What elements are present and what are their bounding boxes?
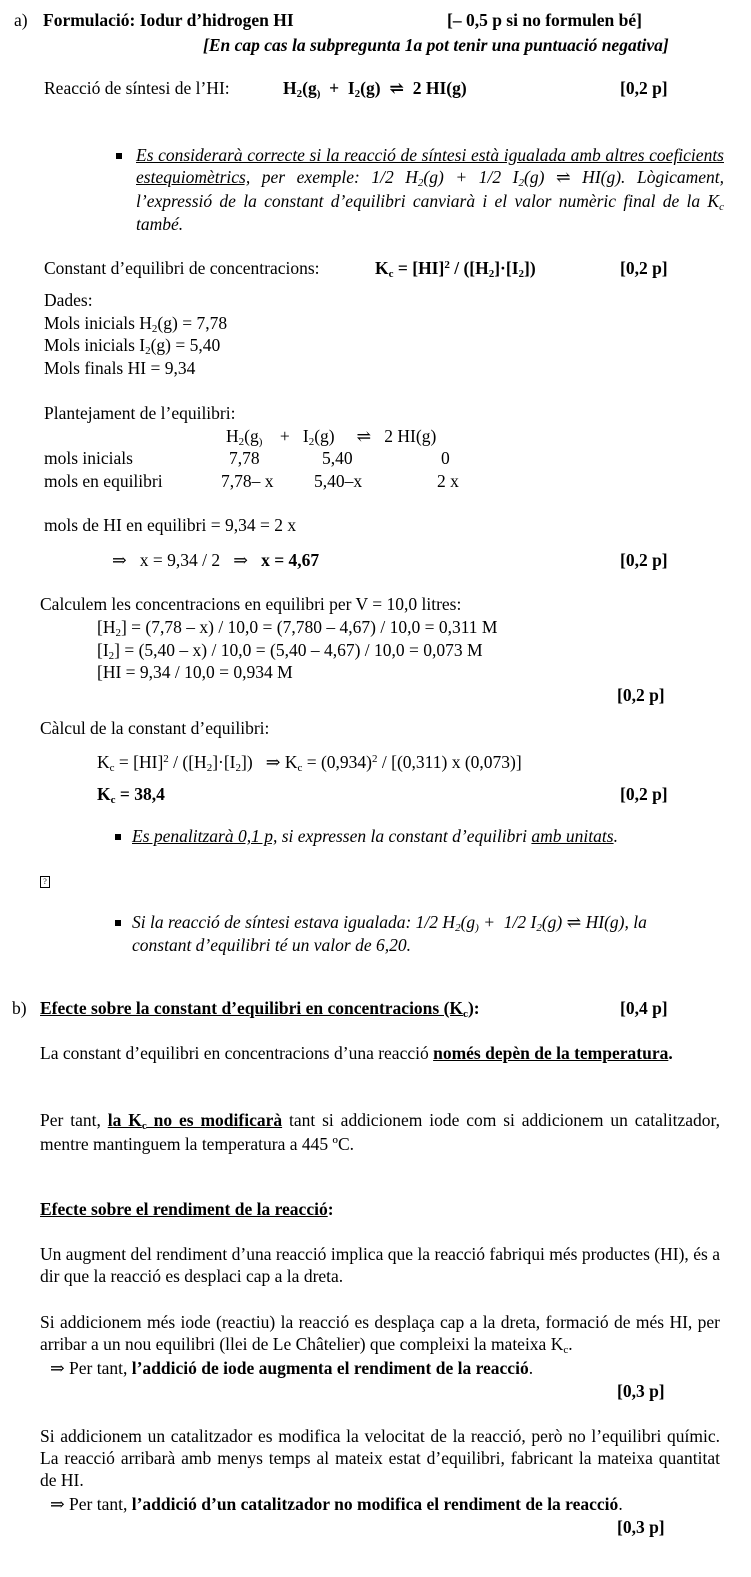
catalyst-conclusion: ⇒ Per tant, l’addició d’un catalitzador no modifica el rendiment de la reacció. — [50, 1494, 623, 1514]
iodine-conclusion: ⇒ Per tant, l’addició de iode augmenta el rendiment de la reacció. — [50, 1358, 534, 1378]
data-h2: Mols inicials H2(g) = 7,78 — [44, 313, 228, 335]
kc-temperature-paragraph: La constant d’equilibri en concentracions d’una reacció només depèn de la temperatura. — [40, 1043, 673, 1063]
alt-kc-note-line1: Si la reacció de síntesi estava igualada: 1/2 H2(g) + 1/2 I2(g) ⇌ HI(g), la — [132, 912, 647, 934]
yield-effect-heading: Efecte sobre el rendiment de la reacció: — [40, 1199, 334, 1219]
synthesis-points: [0,2 p] — [620, 78, 668, 98]
kc-calc-label: Càlcul de la constant d’equilibri: — [40, 718, 270, 738]
no-negative-note: [En cap cas la subpregunta 1a pot tenir una puntuació negativa] — [203, 35, 669, 55]
kc-unchanged-paragraph: Per tant, la Kc no es modificarà tant si addicionem iode com si addicionem un catalitzador, mentre mantinguem la temperatura a 445 ºC. — [40, 1110, 720, 1154]
kc-substitution: Kc = [HI]$^2$ / ([H2]·[I2]) ⇒ $Kc = (0,934)^2 / [(0,311)$ x (0,073)] — [97, 752, 522, 774]
units-penalty-note: Es penalitzarà 0,1 p, si expressen la constant d’equilibri amb unitats. — [132, 826, 618, 846]
section-a-heading: Formulació: Iodur d’hidrogen HI — [43, 10, 294, 30]
bullet-icon — [116, 153, 122, 159]
data-label: Dades: — [44, 290, 93, 310]
catalyst-paragraph: Si addicionem un catalitzador es modifica la velocitat de la reacció, però no l’equilibri químic. La reacció arribarà amb menys temps al mateix estat d’equilibri, fabricant la mateixa quantitat de HI. — [40, 1426, 720, 1490]
concentration-intro: Calculem les concentracions en equilibri per V = 10,0 litres: — [40, 594, 462, 614]
x-points: [0,2 p] — [620, 550, 668, 570]
kc-effect-points: [0,4 p] — [620, 998, 668, 1018]
yield-definition-paragraph: Un augment del rendiment d’una reacció implica que la reacció fabriqui més productes (HI), és a dir que la reacció es desplaci cap a la dreta. — [40, 1244, 720, 1286]
row-equilibrium-label: mols en equilibri — [44, 471, 163, 491]
kc-result-points: [0,2 p] — [620, 784, 668, 804]
concentration-points: [0,2 p] — [617, 685, 665, 705]
init-i2: 5,40 — [322, 448, 353, 468]
bullet-icon — [115, 834, 121, 840]
hi-equilibrium: mols de HI en equilibri = 9,34 = 2 x — [44, 515, 297, 535]
penalty-note: [– 0,5 p si no formulen bé] — [447, 10, 642, 30]
eq-h2: 7,78– x — [221, 471, 274, 491]
catalyst-points: [0,3 p] — [617, 1517, 665, 1537]
bullet-icon — [115, 920, 121, 926]
note-stoichiometry: Es considerarà correcte si la reacció de síntesi està igualada amb altres coeficients estequiomètrics, per exemple: 1/2 H2(g) + 1/2 I2(g) ⇌ HI(g). Lògicament, l’expressió de la constant d’equilibri canviarà i el valor numèric final de la Kc també. — [136, 145, 724, 235]
init-hi: 0 — [441, 448, 450, 468]
table-header: H2(g) + I2(g) ⇌ 2 HI(g) — [226, 426, 437, 448]
iodine-points: [0,3 p] — [617, 1381, 665, 1401]
x-calculation: ⇒ x = 9,34 / 2 ⇒ x = 4,67 — [112, 550, 320, 570]
data-i2: Mols inicials I2(g) = 5,40 — [44, 335, 221, 357]
section-b-letter: b) — [12, 998, 27, 1018]
synthesis-equation: H2(g) + I2(g) ⇌ 2 HI(g) — [283, 78, 467, 100]
init-h2: 7,78 — [229, 448, 260, 468]
kc-effect-heading: Efecte sobre la constant d’equilibri en concentracions (Kc): — [40, 998, 480, 1020]
kc-label: Constant d’equilibri de concentracions: — [44, 258, 320, 278]
iodine-paragraph: Si addicionem més iode (reactiu) la reacció es desplaça cap a la dreta, formació de més HI, per arribar a un nou equilibri (llei de Le Châtelier) que compleixi la mateixa Kc. — [40, 1312, 720, 1356]
alt-kc-note-line2: constant d’equilibri té un valor de 6,20. — [132, 935, 411, 955]
row-initial-label: mols inicials — [44, 448, 133, 468]
kc-expression: Kc = [HI]$^2$ / ([H2]·[I2]) — [375, 258, 536, 280]
conc-i2: [I2] = (5,40 – x) / 10,0 = (5,40 – 4,67) / 10,0 = 0,073 M — [97, 640, 483, 662]
conc-h2: [H2] = (7,78 – x) / 10,0 = (7,780 – 4,67) / 10,0 = 0,311 M — [97, 617, 498, 639]
equilibrium-setup-label: Plantejament de l’equilibri: — [44, 403, 236, 423]
kc-result: Kc = 38,4 — [97, 784, 165, 806]
synthesis-label: Reacció de síntesi de l’HI: — [44, 78, 230, 98]
eq-i2: 5,40–x — [314, 471, 363, 491]
kc-points: [0,2 p] — [620, 258, 668, 278]
eq-hi: 2 x — [437, 471, 459, 491]
data-hi: Mols finals HI = 9,34 — [44, 358, 196, 378]
section-a-letter: a) — [14, 10, 28, 30]
missing-glyph-icon: ? — [40, 876, 50, 888]
conc-hi: [HI = 9,34 / 10,0 = 0,934 M — [97, 662, 293, 682]
